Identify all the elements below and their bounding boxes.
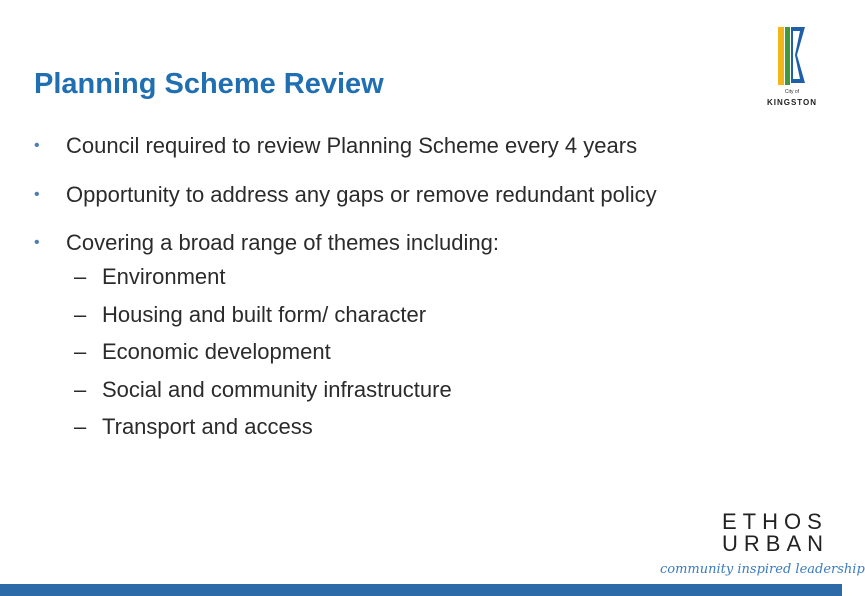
sub-marker: – bbox=[74, 414, 87, 439]
bullet-marker: • bbox=[34, 234, 40, 251]
kingston-logo bbox=[763, 25, 821, 109]
bullet-item bbox=[34, 228, 499, 446]
theme-text: Housing and built form/ character bbox=[102, 301, 427, 327]
theme-item bbox=[66, 258, 499, 296]
footer-bar bbox=[0, 584, 842, 596]
sub-marker: – bbox=[74, 339, 87, 364]
ethos-urban-logo bbox=[722, 511, 829, 555]
ethos-word: ETHOS bbox=[722, 509, 828, 534]
bullet-item bbox=[34, 180, 657, 210]
bullet-marker: • bbox=[34, 186, 40, 203]
theme-item bbox=[66, 408, 499, 446]
bullet-text: Opportunity to address any gaps or remove redundant policy bbox=[66, 182, 657, 207]
sub-marker: – bbox=[74, 301, 87, 327]
sub-marker: – bbox=[74, 264, 87, 289]
theme-text: Transport and access bbox=[102, 414, 313, 439]
themes-list bbox=[66, 258, 499, 446]
bullet-item bbox=[34, 131, 637, 161]
theme-item bbox=[66, 371, 499, 409]
slide-title: Planning Scheme Review bbox=[34, 68, 384, 100]
ethos-tagline: community inspired leadership bbox=[660, 562, 865, 577]
bullet-text: Covering a broad range of themes including: bbox=[66, 230, 499, 255]
theme-text: Economic development bbox=[102, 339, 331, 364]
logo-green-bar bbox=[785, 27, 790, 85]
theme-item bbox=[66, 333, 499, 371]
logo-kingston-word: KINGSTON bbox=[766, 98, 818, 107]
bullet-text: Council required to review Planning Scheme every 4 years bbox=[66, 133, 638, 158]
logo-yellow-bar bbox=[778, 27, 784, 85]
theme-text: Environment bbox=[102, 264, 226, 289]
theme-text: Social and community infrastructure bbox=[102, 376, 452, 402]
bullet-marker: • bbox=[34, 137, 40, 154]
sub-marker: – bbox=[74, 376, 87, 402]
theme-item bbox=[66, 296, 499, 334]
logo-city-of: City of bbox=[784, 89, 800, 95]
urban-word: URBAN bbox=[722, 531, 830, 556]
